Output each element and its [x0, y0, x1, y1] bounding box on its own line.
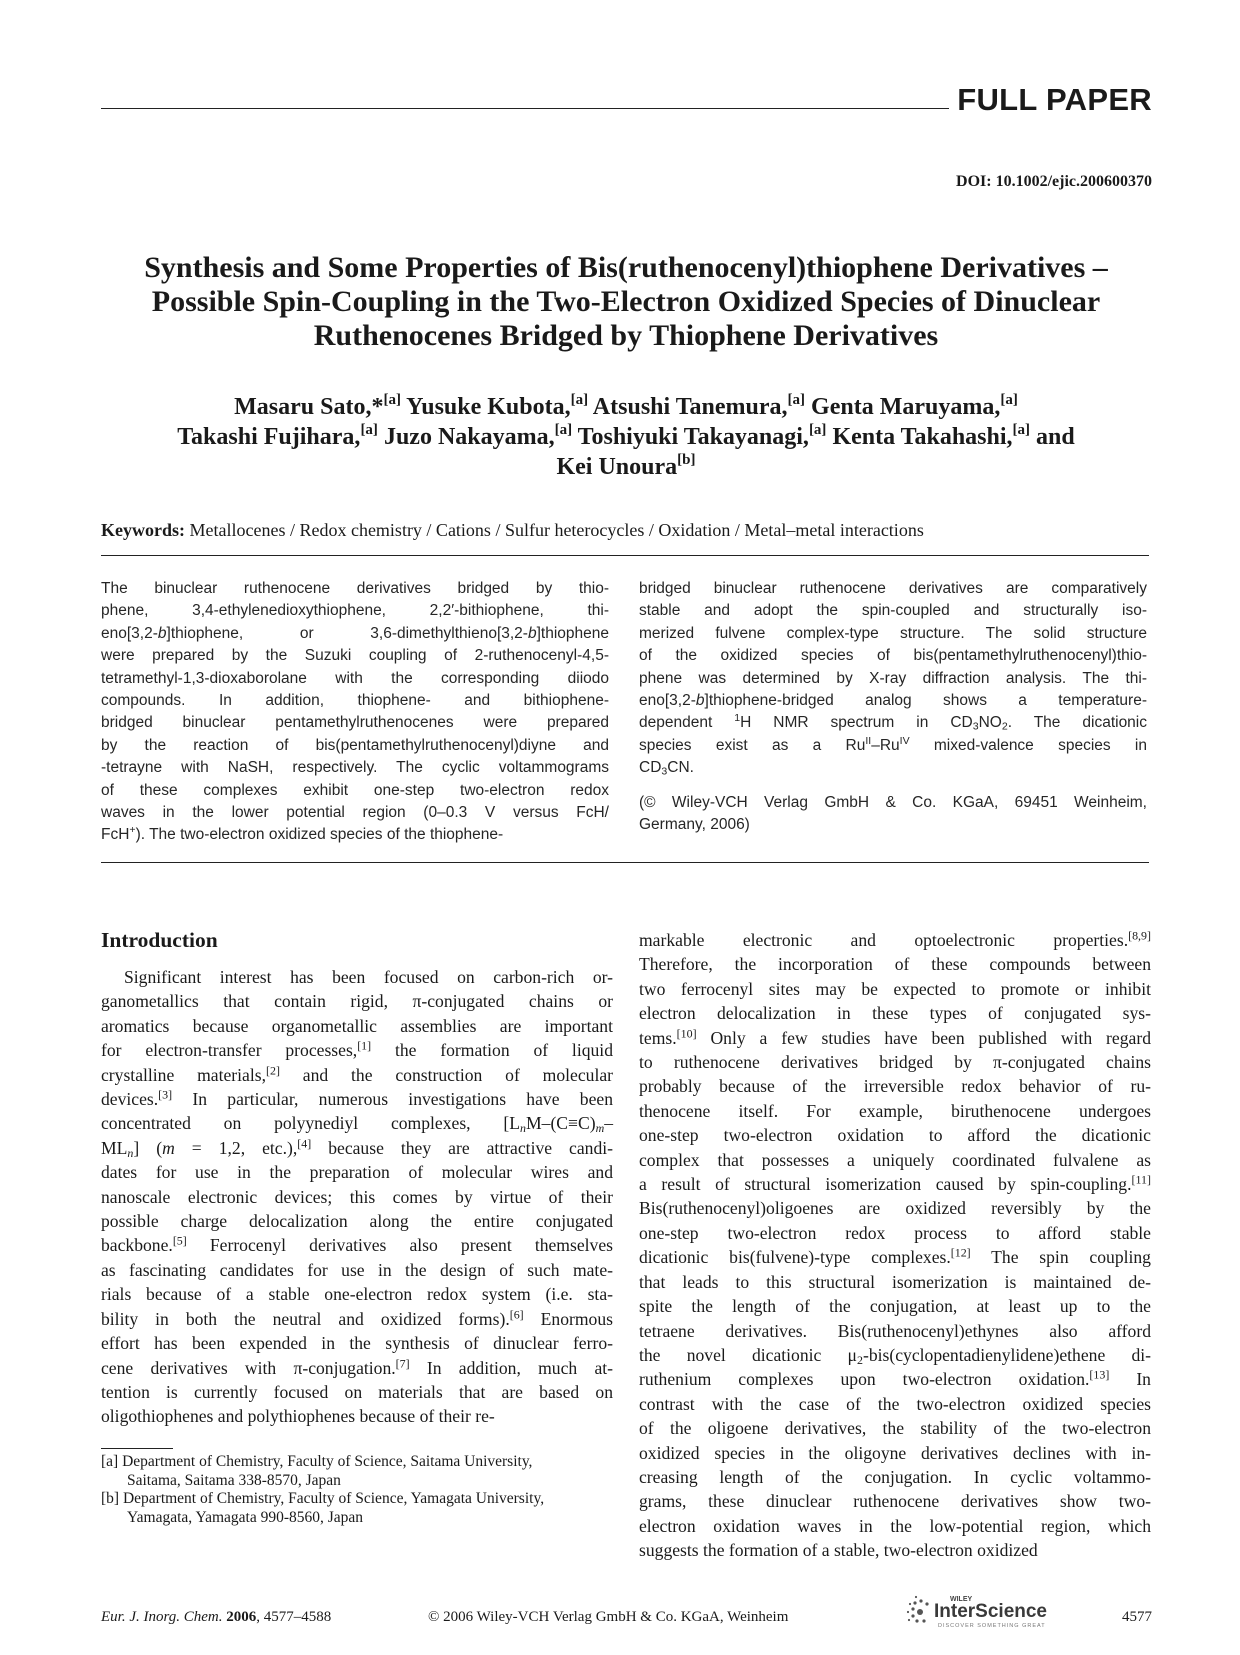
affiliation-marker: [b]: [677, 452, 696, 468]
author-line: [101, 392, 1151, 422]
logo-main-text: InterScience: [934, 1601, 1047, 1622]
text-line: suggests the formation of a stable, two-electron oxidized: [639, 1540, 1038, 1561]
text-line: $ML_n$] (m = 1,2, etc.),[4] because they are attractive candi-: [101, 1136, 614, 1160]
text-line: aromatics because organometallic assemblies are important: [101, 1015, 613, 1036]
text-line: Therefore, the incorporation of these compounds between: [639, 954, 1151, 975]
affiliation-marker: [a]: [808, 422, 827, 438]
body-column-left: [101, 965, 613, 1429]
paper-title: [101, 251, 1151, 353]
author-name: Masaru Sato,*: [234, 394, 384, 420]
logo-burst-icon: [907, 1596, 929, 1623]
text-line: of the oxidized species of bis(pentamethylruthenocenyl)thio-: [639, 647, 1147, 665]
author-conjunction: and: [1030, 424, 1075, 450]
logo-small-text: WILEY: [950, 1596, 973, 1603]
text-line: rials because of a stable one-electron redox system (i.e. sta-: [101, 1284, 613, 1305]
text-line: oxidized species in the oligoyne derivatives declines with in-: [639, 1442, 1151, 1463]
text-line: probably because of the irreversible redox behavior of ru-: [639, 1076, 1151, 1097]
text-line: spite the length of the conjugation, at least up to the: [639, 1296, 1151, 1317]
divider: [101, 862, 1149, 863]
text-line: a result of structural isomerization caused by spin-coupling.[11]: [639, 1172, 1151, 1195]
text-line: creasing length of the conjugation. In cyclic voltammo-: [639, 1466, 1151, 1487]
text-line: phene was determined by X-ray diffraction analysis. The thi-: [639, 669, 1147, 687]
footer-copyright: © 2006 Wiley-VCH Verlag GmbH & Co. KGaA, Weinheim: [428, 1609, 789, 1625]
affiliation-marker: [a]: [360, 422, 378, 438]
text-line: bridged binuclear pentamethylruthenocenes were prepared: [101, 714, 609, 732]
text-line: thenocene itself. For example, biruthenocene undergoes: [639, 1100, 1151, 1121]
text-line: markable electronic and optoelectronic properties.[8,9]: [639, 928, 1151, 950]
affiliation-marker: [a]: [787, 392, 806, 408]
footnote-rule: [101, 1448, 173, 1449]
title-line: Possible Spin-Coupling in the Two-Electron Oxidized Species of Dinuclear: [151, 285, 1101, 318]
divider: [101, 555, 1149, 556]
text-line: ganometallics that contain rigid, π-conjugated chains or: [101, 991, 613, 1012]
affiliation-marker: [a]: [570, 392, 589, 408]
text-line: grams, these dinuclear ruthenocene derivatives show two-: [639, 1491, 1151, 1512]
text-line: oligothiophenes and polythiophenes because of their re-: [101, 1406, 495, 1427]
journal-year: 2006: [226, 1609, 257, 1625]
text-line: crystalline materials,[2] and the construction of molecular: [101, 1063, 613, 1085]
text-line: by the reaction of bis(pentamethylruthenocenyl)diyne and: [101, 736, 609, 754]
author-line: [101, 452, 1151, 482]
affiliation-text: [a] Department of Chemistry, Faculty of Science, Saitama University,: [101, 1453, 533, 1470]
author-name: Kei Unoura: [556, 454, 678, 480]
text-line: tems.[10] Only a few studies have been published with regard: [639, 1026, 1151, 1048]
affiliations: [101, 1453, 613, 1527]
author-name: Atsushi Tanemura,: [588, 394, 788, 420]
text-line: possible charge delocalization along the entire conjugated: [101, 1211, 613, 1232]
doi[interactable]: DOI: 10.1002/ejic.200600370: [956, 173, 1152, 190]
affiliation-marker: [a]: [1012, 422, 1031, 438]
affiliation-marker: [a]: [554, 422, 573, 438]
abstract-left: [101, 578, 609, 847]
text-line: eno[3,2-b]thiophene, or 3,6-dimethylthieno[3,2-b]thiophene: [101, 624, 609, 642]
journal-pages: , 4577–4588: [256, 1609, 332, 1625]
text-line: compounds. In addition, thiophene- and bithiophene-: [101, 692, 609, 710]
header-rule: [101, 108, 949, 109]
text-line: bridged binuclear ruthenocene derivatives are comparatively: [639, 580, 1147, 597]
text-line: dates for use in the preparation of molecular wires and: [101, 1162, 613, 1183]
text-line: two ferrocenyl sites may be expected to promote or inhibit: [639, 978, 1151, 999]
abstract-right-text: [639, 578, 1147, 780]
author-name: Kenta Takahashi,: [826, 424, 1013, 450]
text-line: tention is currently focused on materials that are based on: [101, 1381, 613, 1402]
text-line: The binuclear ruthenocene derivatives bridged by thio-: [101, 580, 609, 597]
text-line: dependent $^1$H NMR spectrum in $CD_3NO_2$. The dicationic: [639, 712, 1147, 734]
text-line: were prepared by the Suzuki coupling of 2-ruthenocenyl-4,5-: [101, 647, 609, 665]
text-line: one-step two-electron oxidation to afford the dicationic: [639, 1125, 1151, 1146]
journal-name: Eur. J. Inorg. Chem.: [101, 1609, 223, 1625]
text-line: effort has been expended in the synthesis of dinuclear ferro-: [101, 1333, 613, 1354]
text-line: waves in the lower potential region (0–0.3 V versus FcH/: [101, 804, 609, 822]
text-line: contrast with the case of the two-electron oxidized species: [639, 1393, 1151, 1414]
text-line: electron delocalization in these types of conjugated sys-: [639, 1003, 1151, 1024]
text-line: nanoscale electronic devices; this comes by virtue of their: [101, 1186, 613, 1207]
page-number: 4577: [1122, 1609, 1152, 1625]
keywords: [101, 520, 1151, 541]
text-line: Germany, 2006): [639, 816, 750, 834]
interscience-logo[interactable]: [904, 1592, 1072, 1632]
text-line: complex that possesses a uniquely coordinated fulvalene as: [639, 1149, 1151, 1170]
body-column-right: [639, 928, 1151, 1563]
copyright-note: [639, 792, 1147, 837]
text-line: concentrated on polyynediyl complexes, [$L_nM-(C\equiv C)_m-$: [101, 1113, 613, 1136]
affiliation-marker: [a]: [1000, 392, 1018, 408]
text-line: one-step two-electron redox process to afford stable: [639, 1222, 1151, 1243]
text-line: $CD_3CN$.: [639, 759, 694, 778]
text-line: bility in both the neutral and oxidized forms).[6] Enormous: [101, 1307, 613, 1329]
text-line: FcH+). The two-electron oxidized species of the thiophene-: [101, 824, 504, 844]
author-name: Takashi Fujihara,: [177, 424, 361, 450]
text-line: cene derivatives with π-conjugation.[7] In addition, much at-: [101, 1355, 614, 1378]
affiliation-address: Yamagata, Yamagata 990-8560, Japan: [127, 1508, 364, 1526]
affiliation-a: [101, 1453, 613, 1490]
author-list: [101, 392, 1151, 482]
title-line: Ruthenocenes Bridged by Thiophene Derivatives: [313, 319, 939, 352]
spacer: [639, 780, 1147, 792]
text-line: (© Wiley-VCH Verlag GmbH & Co. KGaA, 69451 Weinheim,: [639, 793, 1147, 811]
text-line: devices.[3] In particular, numerous investigations have been: [101, 1087, 613, 1110]
author-line: [101, 422, 1151, 452]
section-label: FULL PAPER: [957, 82, 1152, 117]
affiliation-address: Saitama, Saitama 338-8570, Japan: [127, 1471, 341, 1489]
text-line: electron oxidation waves in the low-potential region, which: [639, 1515, 1151, 1536]
logo-tagline: DISCOVER SOMETHING GREAT: [938, 1623, 1046, 1629]
journal-citation: [101, 1609, 331, 1626]
text-line: stable and adopt the spin-coupled and structurally iso-: [639, 602, 1147, 620]
affiliation-b: [101, 1490, 613, 1527]
author-name: Juzo Nakayama,: [377, 424, 555, 450]
text-line: of these complexes exhibit one-step two-electron redox: [101, 781, 609, 799]
text-line: backbone.[5] Ferrocenyl derivatives also present themselves: [101, 1233, 613, 1256]
affiliation-marker: [a]: [383, 392, 401, 408]
text-line: the novel dicationic $\mu_2-bis(cyclopentadienylidene)ethene$ di-: [639, 1344, 1151, 1367]
title-line: Synthesis and Some Properties of Bis(ruthenocenyl)thiophene Derivatives –: [144, 251, 1108, 284]
text-line: tetraene derivatives. Bis(ruthenocenyl)ethynes also afford: [639, 1320, 1151, 1341]
section-heading: Introduction: [101, 928, 218, 952]
text-line: merized fulvene complex-type structure. The solid structure: [639, 624, 1147, 642]
abstract-right: [639, 578, 1147, 836]
text-line: dicationic bis(fulvene)-type complexes.[12] The spin coupling: [639, 1245, 1151, 1268]
keywords-label: Keywords:: [101, 520, 185, 540]
text-line: that leads to this structural isomerization is maintained de-: [639, 1271, 1151, 1292]
author-name: Genta Maruyama,: [805, 394, 1001, 420]
text-line: eno[3,2-b]thiophene-bridged analog shows a temperature-: [639, 692, 1147, 710]
text-line: of the oligoene derivatives, the stability of the two-electron: [639, 1418, 1151, 1439]
text-line: Bis(ruthenocenyl)oligoenes are oxidized reversibly by the: [639, 1198, 1151, 1219]
text-line: Significant interest has been focused on carbon-rich or-: [124, 967, 613, 987]
text-line: -tetrayne with NaSH, respectively. The cyclic voltammograms: [101, 759, 609, 777]
text-line: ruthenium complexes upon two-electron oxidation.[13] In: [639, 1367, 1151, 1390]
author-name: Toshiyuki Takayanagi,: [572, 424, 809, 450]
author-name: Yusuke Kubota,: [400, 394, 571, 420]
affiliation-text: [b] Department of Chemistry, Faculty of Science, Yamagata University,: [101, 1490, 545, 1507]
text-line: phene, 3,4-ethylenedioxythiophene, 2,2′-bithiophene, thi-: [101, 602, 609, 620]
text-line: for electron-transfer processes,[1] the formation of liquid: [101, 1038, 613, 1061]
text-line: to ruthenocene derivatives bridged by π-conjugated chains: [639, 1052, 1151, 1073]
text-line: as fascinating candidates for use in the design of such mate-: [101, 1259, 613, 1280]
keywords-list: Metallocenes / Redox chemistry / Cations / Sulfur heterocycles / Oxidation / Metal–metal interactions: [185, 520, 924, 540]
text-line: tetramethyl-1,3-dioxaborolane with the corresponding diiodo: [101, 669, 609, 687]
text-line: species exist as a $Ru^{II}-Ru^{IV}$ mixed-valence species in: [639, 735, 1147, 754]
